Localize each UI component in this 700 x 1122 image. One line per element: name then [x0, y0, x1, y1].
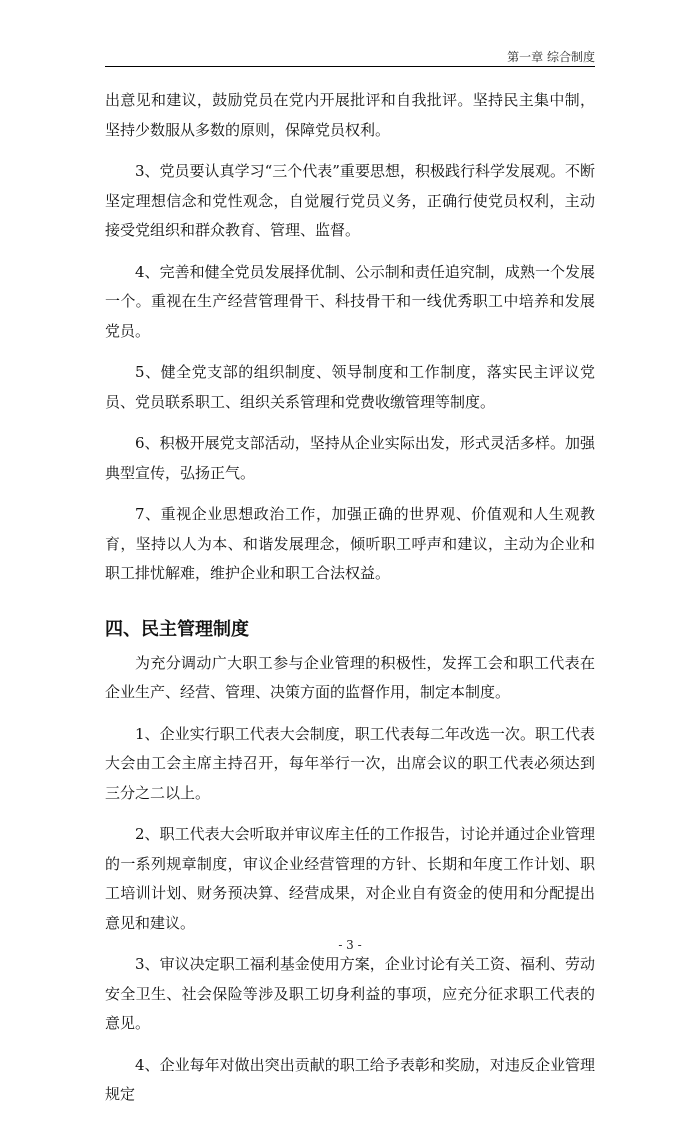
- paragraph-rule-2: 2、职工代表大会听取并审议库主任的工作报告，讨论并通过企业管理的一系列规章制度，审议企业经营管理的方针、长期和年度工作计划、职工培训计划、财务预决算、经营成果，对企业自有资金的使用和分配提出意见和建议。: [105, 825, 595, 932]
- paragraph-item-3: 3、党员要认真学习“三个代表”重要思想，积极践行科学发展观。不断坚定理想信念和党性观念，自觉履行党员义务，正确行使党员权利，主动接受党组织和群众教育、管理、监督。: [105, 162, 595, 239]
- paragraph-item-6: 6、积极开展党支部活动，坚持从企业实际出发，形式灵活多样。加强典型宣传，弘扬正气。: [105, 434, 595, 482]
- page-number: - 3 -: [338, 938, 362, 952]
- header-divider: [105, 66, 595, 67]
- paragraph-rule-4: 4、企业每年对做出突出贡献的职工给予表彰和奖励，对违反企业管理规定: [105, 1055, 595, 1103]
- paragraph-rule-1: 1、企业实行职工代表大会制度，职工代表每二年改选一次。职工代表大会由工会主席主持召开，每年举行一次，出席会议的职工代表必须达到三分之二以上。: [105, 724, 595, 802]
- running-header: 第一章 综合制度: [507, 50, 595, 64]
- paragraph-item-7: 7、重视企业思想政治工作，加强正确的世界观、价值观和人生观教育，坚持以人为本、和谐发展理念，倾听职工呼声和建议，主动为企业和职工排忧解难，维护企业和职工合法权益。: [105, 505, 595, 582]
- section-heading: 四、民主管理制度: [105, 618, 249, 640]
- paragraph-item-5: 5、健全党支部的组织制度、领导制度和工作制度，落实民主评议党员、党员联系职工、组织关系管理和党费收缴管理等制度。: [105, 363, 595, 411]
- paragraph-intro: 为充分调动广大职工参与企业管理的积极性，发挥工会和职工代表在企业生产、经营、管理、决策方面的监督作用，制定本制度。: [105, 653, 595, 701]
- paragraph-item-4: 4、完善和健全党员发展择优制、公示制和责任追究制，成熟一个发展一个。重视在生产经营管理骨干、科技骨干和一线优秀职工中培养和发展党员。: [105, 262, 595, 340]
- paragraph-rule-3: 3、审议决定职工福利基金使用方案，企业讨论有关工资、福利、劳动安全卫生、社会保险等涉及职工切身利益的事项，应充分征求职工代表的意见。: [105, 955, 595, 1032]
- paragraph-continued: 出意见和建议，鼓励党员在党内开展批评和自我批评。坚持民主集中制，坚持少数服从多数的原则，保障党员权利。: [105, 91, 595, 139]
- document-body: [105, 86, 595, 1122]
